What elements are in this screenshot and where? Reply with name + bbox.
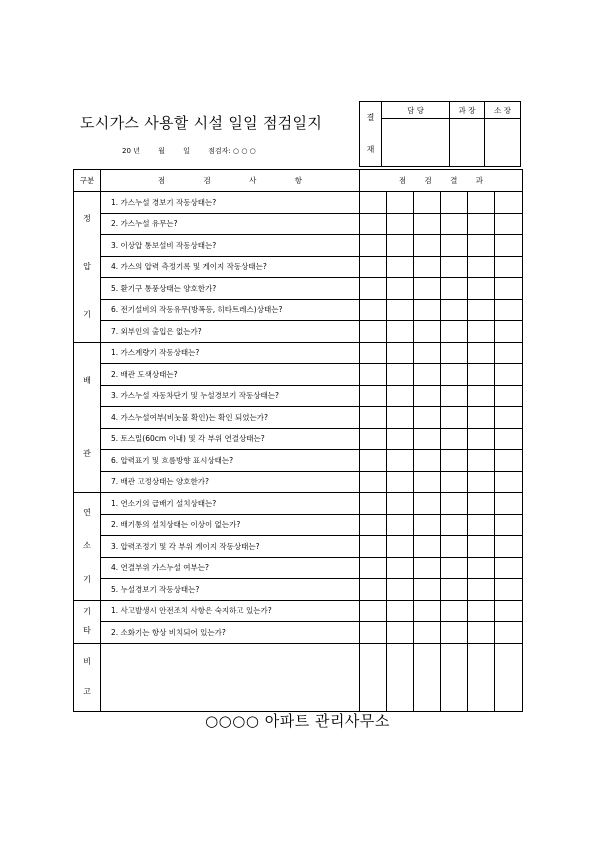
result-cell[interactable] [360,192,387,214]
result-cell[interactable] [414,213,441,235]
result-cell[interactable] [468,428,495,450]
result-cell[interactable] [468,278,495,300]
result-cell[interactable] [414,235,441,257]
result-cell[interactable] [468,299,495,321]
date-inspector-line [122,146,272,156]
table-row [74,278,523,300]
result-cell[interactable] [360,579,387,601]
result-cell[interactable] [468,321,495,343]
result-cell[interactable] [387,557,414,579]
result-cell[interactable] [387,299,414,321]
result-cell[interactable] [441,622,468,644]
result-cell[interactable] [441,600,468,622]
month-field: 월 [158,147,165,155]
result-cell[interactable] [441,256,468,278]
table-row [74,600,523,622]
footer-office-name: ○○○○ 아파트 관리사무소 [205,712,390,730]
result-cell[interactable] [387,342,414,364]
document-title: 도시가스 사용할 시설 일일 점검일지 [80,114,323,132]
result-cell[interactable] [468,493,495,515]
table-row [74,493,523,515]
result-cell[interactable] [468,471,495,493]
result-cell[interactable] [387,213,414,235]
result-cell[interactable] [441,364,468,386]
result-cell[interactable] [441,428,468,450]
result-cell[interactable] [360,557,387,579]
result-cell[interactable] [387,278,414,300]
inspection-item: 7. 외부인의 출입은 없는가? [101,321,360,343]
result-cell[interactable] [495,192,523,214]
result-cell[interactable] [441,493,468,515]
table-row [74,299,523,321]
result-cell[interactable] [360,622,387,644]
inspection-item: 2. 가스누설 유무는? [101,213,360,235]
table-row [74,450,523,472]
result-cell[interactable] [441,557,468,579]
inspection-item: 4. 연결부위 가스누설 여부는? [101,557,360,579]
result-cell[interactable] [495,471,523,493]
table-row [74,536,523,558]
result-cell[interactable] [468,600,495,622]
result-cell[interactable] [360,471,387,493]
result-cell[interactable] [387,450,414,472]
result-cell[interactable] [441,235,468,257]
result-cell[interactable] [495,385,523,407]
result-cell[interactable] [495,299,523,321]
result-cell[interactable] [414,514,441,536]
approval-role-staff: 담 당 [382,102,450,119]
result-cell[interactable] [360,514,387,536]
approval-sign-manager[interactable] [450,119,485,167]
result-cell[interactable] [387,385,414,407]
header-category: 구분 [74,170,101,192]
result-cell[interactable] [360,235,387,257]
result-cell[interactable] [360,493,387,515]
table-row [74,557,523,579]
inspection-item: 4. 가스의 압력 측정기록 및 게이지 작동상태는? [101,256,360,278]
day-field: 일 [183,147,190,155]
result-cell[interactable] [468,536,495,558]
result-cell[interactable] [387,622,414,644]
result-cell[interactable] [414,428,441,450]
result-cell[interactable] [495,235,523,257]
result-cell[interactable] [441,213,468,235]
result-cell[interactable] [414,579,441,601]
inspection-item: 3. 압력조정기 및 각 부위 게이지 작동상태는? [101,536,360,558]
table-row [74,407,523,429]
inspection-item: 5. 토스밀(60cm 이내) 및 각 부위 연결상태는? [101,428,360,450]
result-cell[interactable] [414,471,441,493]
table-row [74,192,523,214]
result-cell[interactable] [441,278,468,300]
table-row [74,579,523,601]
table-row [74,428,523,450]
result-cell[interactable] [441,471,468,493]
result-cell[interactable] [495,407,523,429]
inspection-item: 2. 배기통의 설치상태는 이상이 없는가? [101,514,360,536]
result-cell[interactable] [360,299,387,321]
table-row [74,213,523,235]
result-cell[interactable] [468,364,495,386]
result-cell[interactable] [414,364,441,386]
result-cell[interactable] [441,536,468,558]
result-cell[interactable] [468,622,495,644]
approval-label: 결 재 [360,102,382,167]
result-cell[interactable] [414,256,441,278]
result-cell[interactable] [468,213,495,235]
result-cell[interactable] [441,407,468,429]
result-cell[interactable] [360,342,387,364]
result-cell[interactable] [468,450,495,472]
result-cell[interactable] [360,407,387,429]
result-cell[interactable] [495,342,523,364]
result-cell[interactable] [468,235,495,257]
table-row [74,235,523,257]
result-cell[interactable] [360,213,387,235]
header-results: 점 검 결 과 [360,170,523,192]
result-cell[interactable] [441,192,468,214]
result-cell[interactable] [360,321,387,343]
category-cell: 기 타 [74,600,101,643]
result-cell[interactable] [468,514,495,536]
result-cell[interactable] [414,493,441,515]
result-cell[interactable] [495,622,523,644]
table-row [74,622,523,644]
result-cell[interactable] [387,493,414,515]
result-cell[interactable] [387,256,414,278]
result-cell[interactable] [360,256,387,278]
result-cell[interactable] [495,321,523,343]
inspection-item: 1. 연소기의 급배기 설치상태는? [101,493,360,515]
inspection-item: 3. 이상압 통보설비 작동상태는? [101,235,360,257]
inspection-item: 5. 누설경보기 작동상태는? [101,579,360,601]
result-cell[interactable] [360,536,387,558]
inspection-item: 6. 전기설비의 작동유무(방폭등, 히타트레스)상태는? [101,299,360,321]
result-cell[interactable] [387,428,414,450]
approval-sign-director[interactable] [485,119,521,167]
result-cell[interactable] [360,428,387,450]
result-cell[interactable] [414,622,441,644]
result-cell[interactable] [360,450,387,472]
result-cell[interactable] [414,600,441,622]
result-cell[interactable] [468,557,495,579]
inspection-item: 3. 가스누설 자동차단기 및 누설경보기 작동상태는? [101,385,360,407]
result-cell[interactable] [414,192,441,214]
result-cell[interactable] [387,471,414,493]
result-cell[interactable] [495,536,523,558]
category-cell: 배 관 [74,342,101,493]
result-cell[interactable] [441,579,468,601]
remarks-label: 비 고 [74,643,101,711]
approval-role-director: 소 장 [485,102,521,119]
result-cell[interactable] [387,579,414,601]
inspector-field: 점검자: ○ ○ ○ [208,147,256,155]
inspection-item: 1. 가스누설 경보기 작동상태는? [101,192,360,214]
result-cell[interactable] [414,450,441,472]
result-cell[interactable] [414,536,441,558]
table-row [74,364,523,386]
result-cell[interactable] [387,192,414,214]
result-cell[interactable] [441,385,468,407]
approval-table [359,101,521,167]
result-cell[interactable] [468,385,495,407]
result-cell[interactable] [441,299,468,321]
remarks-cell[interactable] [101,643,360,711]
approval-sign-staff[interactable] [382,119,450,167]
inspection-item: 7. 배관 고정상태는 양호한가? [101,471,360,493]
approval-role-manager: 과 장 [450,102,485,119]
remarks-row [74,643,523,711]
inspection-item: 6. 압력표기 및 흐름방향 표시상태는? [101,450,360,472]
result-cell[interactable] [495,213,523,235]
result-cell[interactable] [495,600,523,622]
inspection-table [73,169,523,712]
result-cell[interactable] [495,557,523,579]
category-cell: 연 소 기 [74,493,101,601]
result-cell[interactable] [441,514,468,536]
category-cell: 정 압 기 [74,192,101,343]
inspection-item: 4. 가스누설여부(비눗물 확인)는 확인 되었는가? [101,407,360,429]
result-cell[interactable] [495,579,523,601]
result-cell[interactable] [468,256,495,278]
result-cell[interactable] [441,321,468,343]
year-field: 20 년 [122,147,140,155]
result-cell[interactable] [495,450,523,472]
table-row [74,471,523,493]
table-row [74,342,523,364]
result-cell[interactable] [495,364,523,386]
table-row [74,385,523,407]
inspection-item: 5. 환기구 통풍상태는 양호한가? [101,278,360,300]
result-cell[interactable] [495,256,523,278]
inspection-item: 1. 사고발생시 안전조치 사항은 숙지하고 있는가? [101,600,360,622]
result-cell[interactable] [387,536,414,558]
inspection-item: 1. 가스계량기 작동상태는? [101,342,360,364]
result-cell[interactable] [387,364,414,386]
result-cell[interactable] [495,428,523,450]
table-row [74,256,523,278]
result-cell[interactable] [414,385,441,407]
result-cell[interactable] [414,557,441,579]
result-cell[interactable] [468,579,495,601]
result-cell[interactable] [360,364,387,386]
result-cell[interactable] [495,514,523,536]
result-cell[interactable] [495,493,523,515]
result-cell[interactable] [414,321,441,343]
result-cell[interactable] [414,342,441,364]
result-cell[interactable] [468,407,495,429]
result-cell[interactable] [468,192,495,214]
result-cell[interactable] [387,321,414,343]
inspection-item: 2. 소화기는 항상 비치되어 있는가? [101,622,360,644]
result-cell[interactable] [414,407,441,429]
result-cell[interactable] [414,299,441,321]
result-cell[interactable] [441,342,468,364]
inspection-item: 2. 배관 도색상태는? [101,364,360,386]
result-cell[interactable] [387,514,414,536]
result-cell[interactable] [387,600,414,622]
table-row [74,321,523,343]
header-items: 점 검 사 항 [101,170,360,192]
result-cell[interactable] [468,342,495,364]
result-cell[interactable] [414,278,441,300]
result-cell[interactable] [360,600,387,622]
table-row [74,514,523,536]
result-cell[interactable] [387,407,414,429]
result-cell[interactable] [495,278,523,300]
result-cell[interactable] [441,450,468,472]
result-cell[interactable] [387,235,414,257]
result-cell[interactable] [360,385,387,407]
result-cell[interactable] [360,278,387,300]
